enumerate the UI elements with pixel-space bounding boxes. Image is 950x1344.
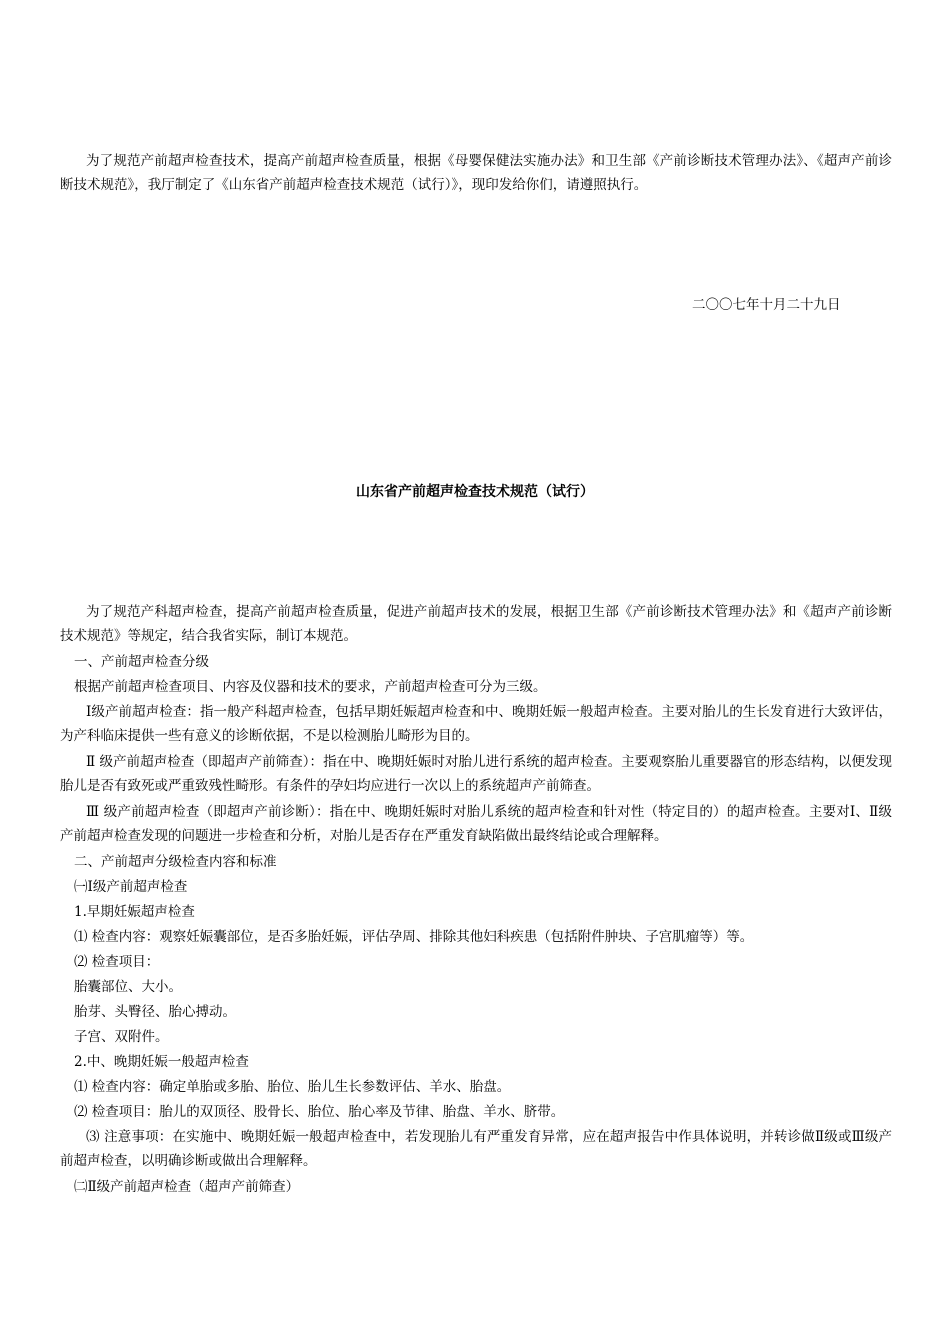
item1-project-b: 胎芽、头臀径、胎心搏动。 xyxy=(74,1004,236,1020)
item2-projects: ⑵ 检查项目：胎儿的双顶径、股骨长、胎位、胎心率及节律、胎盘、羊水、脐带。 xyxy=(74,1104,565,1120)
level1-paragraph: Ⅰ级产前超声检查：指一般产科超声检查，包括早期妊娠超声检查和中、晚期妊娠一般超声检查。主要对胎儿的生长发育进行大致评估，为产科临床提供一些有意义的诊断依据，不是以检测胎儿畸形为目的。 xyxy=(60,704,892,744)
section1-intro: 根据产前超声检查项目、内容及仪器和技术的要求，产前超声检查可分为三级。 xyxy=(74,679,547,695)
sub1-heading: ㈠Ⅰ级产前超声检查 xyxy=(74,879,188,895)
issue-date: 二〇〇七年十月二十九日 xyxy=(692,297,841,313)
level2-paragraph: Ⅱ 级产前超声检查（即超声产前筛查）：指在中、晚期妊娠时对胎儿进行系统的超声检查。主要观察胎儿重要器官的形态结构，以便发现胎儿是否有致死或严重致残性畸形。有条件的孕妇均应进行一次以上的系统超声产前筛查。 xyxy=(60,754,892,794)
item1-content: ⑴ 检查内容：观察妊娠囊部位，是否多胎妊娠，评估孕周、排除其他妇科疾患（包括附件肿块、子宫肌瘤等）等。 xyxy=(74,929,754,945)
section2-heading: 二、产前超声分级检查内容和标准 xyxy=(74,854,277,870)
item2-content: ⑴ 检查内容：确定单胎或多胎、胎位、胎儿生长参数评估、羊水、胎盘。 xyxy=(74,1079,511,1095)
preface-paragraph: 为了规范产科超声检查，提高产前超声检查质量，促进产前超声技术的发展，根据卫生部《产前诊断技术管理办法》和《超声产前诊断技术规范》等规定，结合我省实际，制订本规范。 xyxy=(60,604,892,644)
item1-project-a: 胎囊部位、大小。 xyxy=(74,979,182,995)
item1-projects-label: ⑵ 检查项目： xyxy=(74,954,160,970)
document-title: 山东省产前超声检查技术规范（试行） xyxy=(356,484,594,500)
item2-notes: ⑶ 注意事项：在实施中、晚期妊娠一般超声检查中，若发现胎儿有严重发育异常，应在超声报告中作具体说明，并转诊做Ⅱ级或Ⅲ级产前超声检查，以明确诊断或做出合理解释。 xyxy=(60,1129,892,1169)
item1-project-c: 子宫、双附件。 xyxy=(74,1029,169,1045)
level3-paragraph: Ⅲ 级产前超声检查（即超声产前诊断）：指在中、晚期妊娠时对胎儿系统的超声检查和针对性（特定目的）的超声检查。主要对Ⅰ、Ⅱ级产前超声检查发现的问题进一步检查和分析，对胎儿是否存在严重发育缺陷做出最终结论或合理解释。 xyxy=(60,804,892,844)
item2-heading: 2.中、晚期妊娠一般超声检查 xyxy=(74,1054,249,1070)
section1-heading: 一、产前超声检查分级 xyxy=(74,654,209,670)
item1-heading: 1.早期妊娠超声检查 xyxy=(74,904,195,920)
sub2-heading: ㈡Ⅱ级产前超声检查（超声产前筛查） xyxy=(74,1179,300,1195)
intro-paragraph: 为了规范产前超声检查技术，提高产前超声检查质量，根据《母婴保健法实施办法》和卫生部《产前诊断技术管理办法》、《超声产前诊断技术规范》，我厅制定了《山东省产前超声检查技术规范（试行）》，现印发给你们，请遵照执行。 xyxy=(60,153,892,193)
